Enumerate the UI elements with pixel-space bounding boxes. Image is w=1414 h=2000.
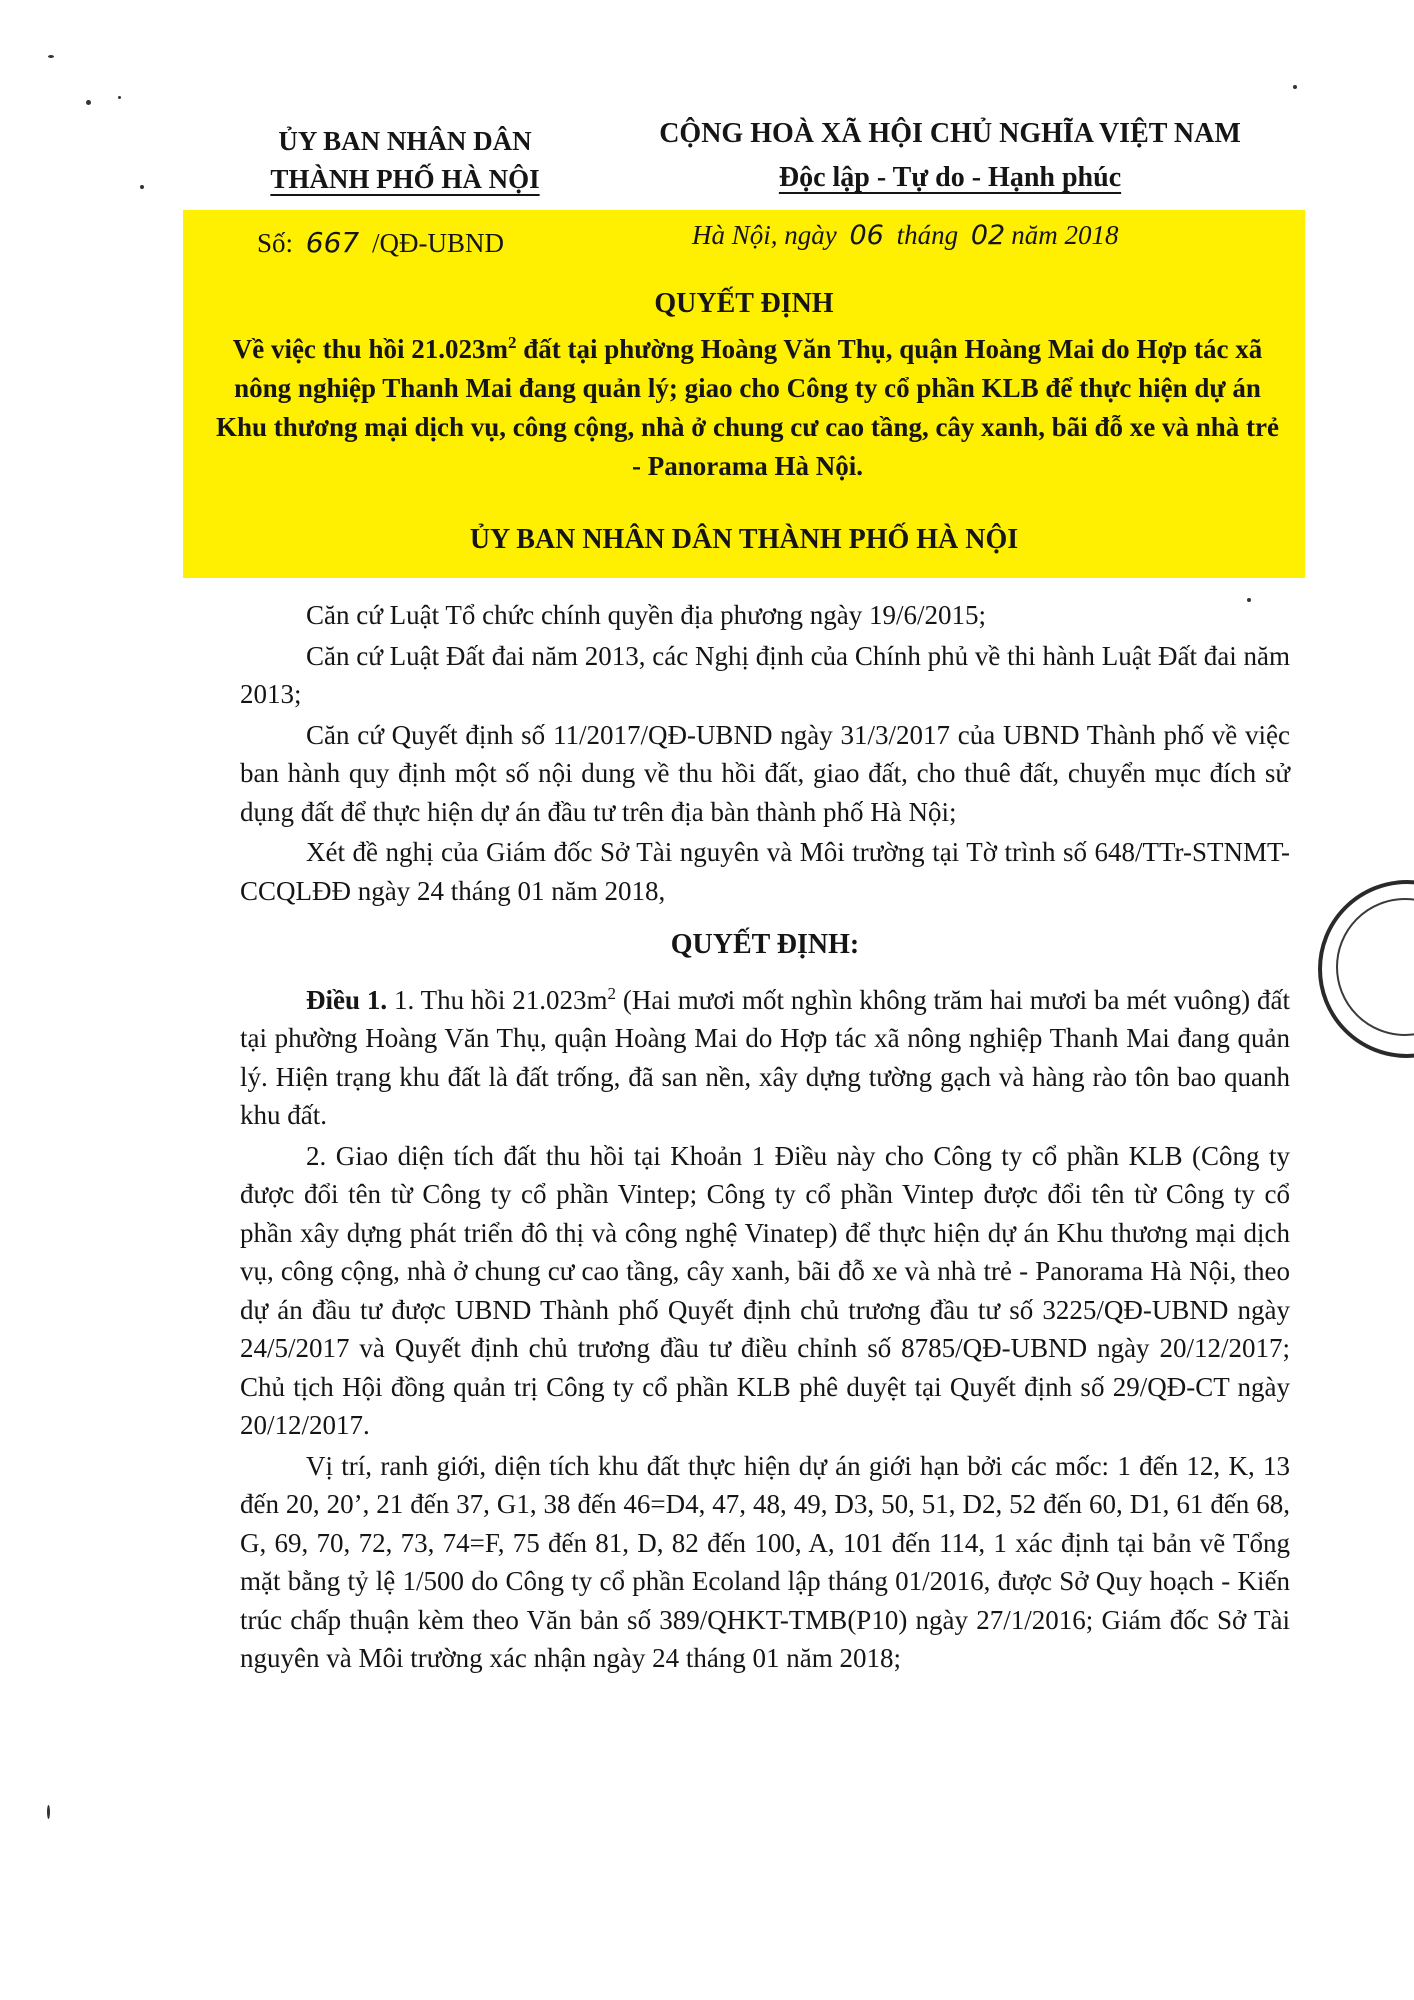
doc-number-value: 667 (305, 226, 360, 259)
article-1-text-a: 1. Thu hồi 21.023m (387, 984, 608, 1015)
decision-subject (210, 330, 1285, 486)
scan-speck (48, 55, 54, 58)
national-motto: Độc lập - Tự do - Hạnh phúc (778, 162, 1122, 193)
subject-part-2: đất tại phường Hoàng Văn Thụ, quận Hoàng Mai do Hợp tác xã nông nghiệp Thanh Mai đang quản lý; giao cho Công ty cổ phần KLB để thực hiện dự án Khu thương mại dịch vụ, công cộng, nhà ở chung cư cao tầng, cây xanh, bãi đỗ xe và nhà trẻ - Panorama Hà Nội. (216, 334, 1279, 481)
date-month: 02 (970, 220, 1006, 251)
article-1-paragraph-3: Vị trí, ranh giới, diện tích khu đất thực hiện dự án giới hạn bởi các mốc: 1 đến 12, K, 13 đến 20, 20’, 21 đến 37, G1, 38 đến 46=D4, 47, 48, 49, D3, 50, 51, D2, 52 đến 60, D1, 61 đến 68, G, 69, 70, 72, 73, 74=F, 75 đến 81, D, 82 đến 100, A, 101 đến 114, 1 xác định tại bản vẽ Tổng mặt bằng tỷ lệ 1/500 do Công ty cổ phần Ecoland lập tháng 01/2016, được Sở Quy hoạch - Kiến trúc chấp thuận kèm theo Văn bản số 389/QHKT-TMB(P10) ngày 27/1/2016; Giám đốc Sở Tài nguyên và Môi trường xác nhận ngày 24 tháng 01 năm 2018; (240, 1450, 1290, 1673)
document-date (692, 220, 1118, 251)
legal-basis-4: Xét đề nghị của Giám đốc Sở Tài nguyên và Môi trường tại Tờ trình số 648/TTr-STNMT-CCQLĐĐ ngày 24 tháng 01 năm 2018, (240, 837, 1290, 906)
article-1-label: Điều 1. (306, 984, 388, 1015)
agency-line-2: THÀNH PHỐ HÀ NỘI (270, 164, 540, 194)
legal-basis-1: Căn cứ Luật Tổ chức chính quyền địa phương ngày 19/6/2015; (306, 600, 987, 630)
date-day: 06 (849, 220, 884, 251)
article-1-text-b: (Hai mươi mốt nghìn không trăm hai mươi ba mét vuông) đất tại phường Hoàng Văn Thụ, quận Hoàng Mai do Hợp tác xã nông nghiệp Thanh Mai đang quản lý. Hiện trạng khu đất là đất trống, đã san nền, xây dựng tường gạch và hàng rào tôn bao quanh khu đất. (240, 984, 1290, 1130)
article-1-superscript: 2 (607, 983, 617, 1003)
scan-speck (118, 96, 121, 99)
nation-name: CỘNG HOÀ XÃ HỘI CHỦ NGHĨA VIỆT NAM (659, 118, 1241, 149)
document-number (257, 226, 504, 259)
article-1-paragraph-1 (240, 981, 1290, 1135)
nation-header (600, 112, 1300, 200)
scan-speck (1293, 85, 1297, 89)
subject-part-1: Về việc thu hồi 21.023m (232, 334, 508, 364)
doc-number-prefix: Số: (257, 228, 294, 258)
subject-superscript: 2 (507, 333, 517, 352)
scan-speck (1247, 598, 1251, 602)
seal-stamp-icon (1318, 880, 1414, 1058)
agency-line-1: ỦY BAN NHÂN DÂN (278, 126, 532, 156)
scan-speck (86, 100, 91, 105)
article-1-paragraph-2: 2. Giao diện tích đất thu hồi tại Khoản 1 Điều này cho Công ty cổ phần KLB (Công ty được đổi tên từ Công ty cổ phần Vintep; Công ty cổ phần Vintep được đổi tên từ Công ty cổ phần xây dựng phát triển đô thị và công nghệ Vinatep) để thực hiện dự án Khu thương mại dịch vụ, công cộng, nhà ở chung cư cao tầng, cây xanh, bãi đỗ xe và nhà trẻ - Panorama Hà Nội, theo dự án đầu tư được UBND Thành phố Quyết định chủ trương đầu tư số 3225/QĐ-UBND ngày 24/5/2017 và Quyết định chủ trương đầu tư điều chỉnh số 8785/QĐ-UBND ngày 20/12/2017; Chủ tịch Hội đồng quản trị Công ty cổ phần KLB phê duyệt tại Quyết định số 29/QĐ-CT ngày 20/12/2017. (240, 1140, 1290, 1440)
document-body (240, 596, 1290, 1680)
legal-basis-2: Căn cứ Luật Đất đai năm 2013, các Nghị định của Chính phủ về thi hành Luật Đất đai năm 2013; (240, 640, 1290, 709)
date-month-label: tháng (896, 220, 959, 250)
doc-number-suffix: /QĐ-UBND (371, 228, 504, 258)
decision-title: QUYẾT ĐỊNH (654, 288, 834, 319)
agency-header (240, 122, 570, 198)
scan-speck (140, 185, 144, 189)
date-place-day: Hà Nội, ngày (692, 220, 837, 250)
date-year: năm 2018 (1011, 220, 1119, 250)
decides-heading: QUYẾT ĐỊNH: (670, 929, 860, 960)
scan-speck (47, 1805, 50, 1819)
issuer-heading: ỦY BAN NHÂN DÂN THÀNH PHỐ HÀ NỘI (469, 524, 1019, 555)
legal-basis-3: Căn cứ Quyết định số 11/2017/QĐ-UBND ngày 31/3/2017 của UBND Thành phố về việc ban hành quy định một số nội dung về thu hồi đất, giao đất, cho thuê đất, chuyển mục đích sử dụng đất để thực hiện dự án đầu tư trên địa bàn thành phố Hà Nội; (240, 719, 1290, 827)
